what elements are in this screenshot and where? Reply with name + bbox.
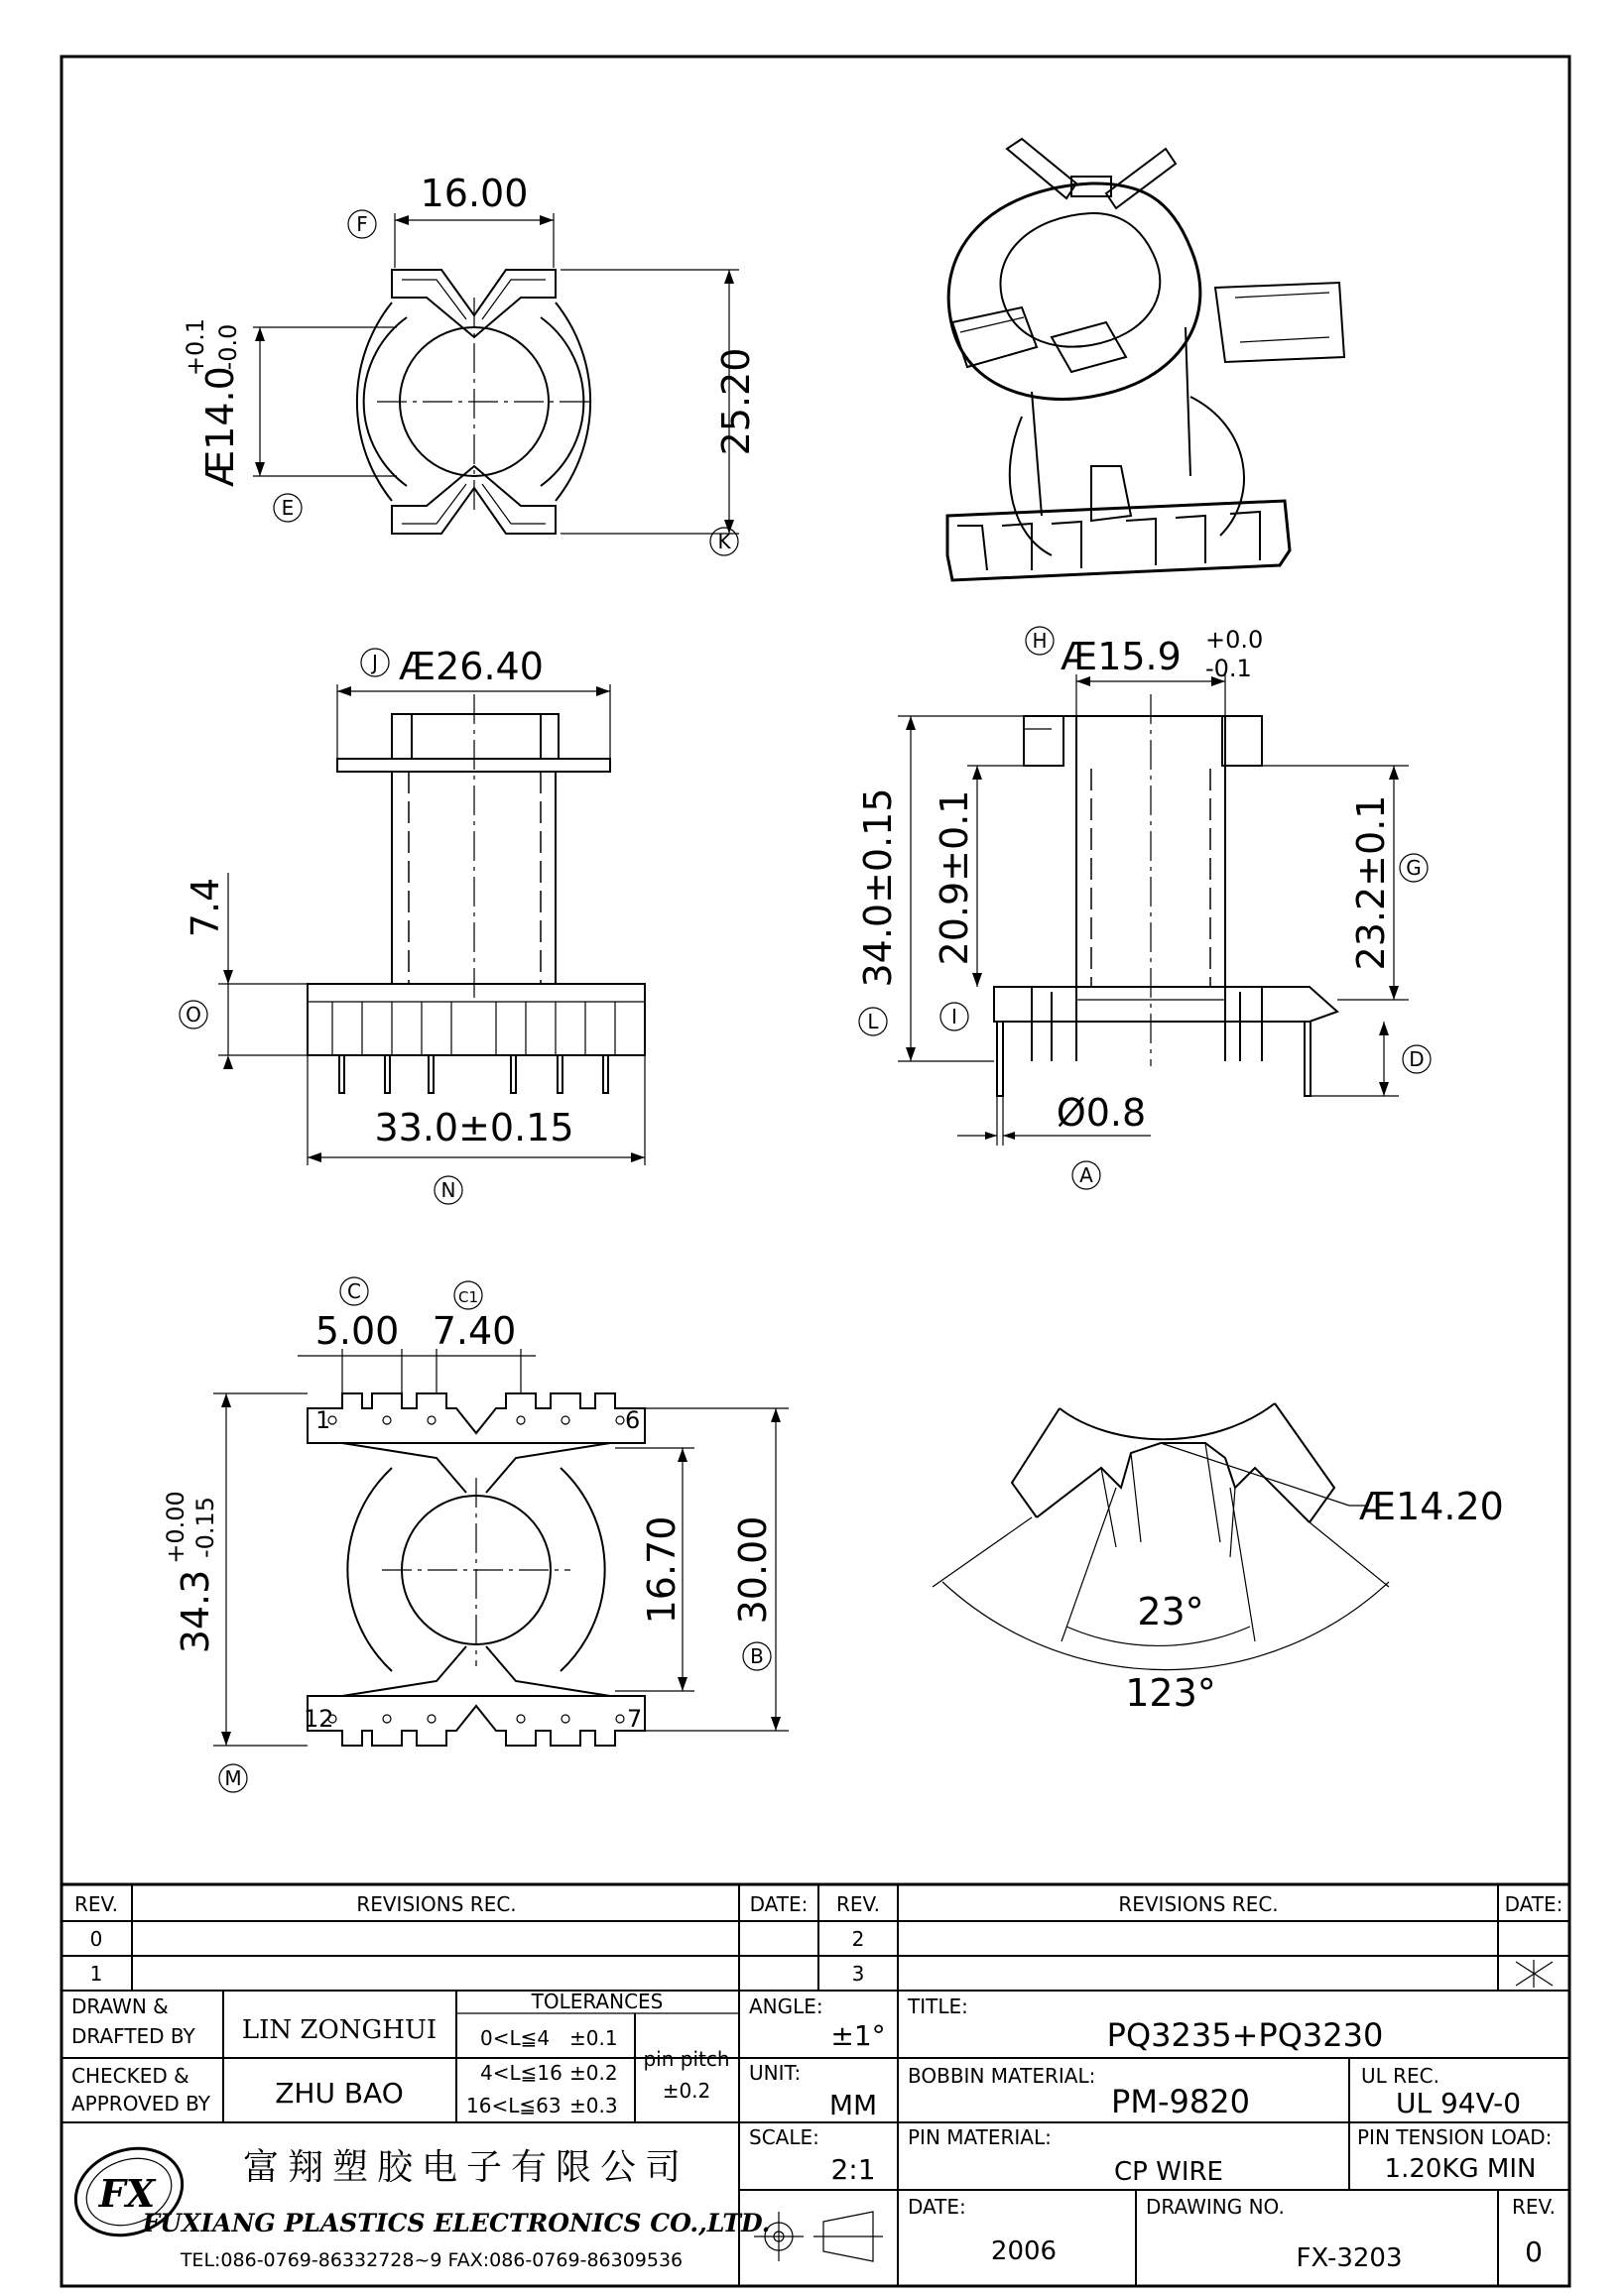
callout-e	[274, 494, 302, 522]
svg-text:D: D	[1409, 1047, 1425, 1071]
date-value: 2006	[990, 2236, 1058, 2266]
dim-bottom-pitch-c: 5.00	[314, 1309, 400, 1353]
pin-number-top-right: 6	[625, 1406, 641, 1434]
pin-tension-value: 1.20KG MIN	[1384, 2154, 1537, 2184]
tolerances-header: TOLERANCES	[531, 1990, 664, 2013]
bottom-view	[162, 1277, 789, 1792]
tol-range-2: 16<L≦63	[466, 2094, 562, 2117]
pin-number-top-left: 1	[315, 1406, 331, 1434]
drawn-by: LIN ZONGHUI	[241, 2015, 437, 2045]
dim-side-core-dia: Æ15.9	[1061, 635, 1182, 678]
top-view	[182, 172, 758, 555]
unit-value: MM	[828, 2089, 878, 2121]
rev-row-1: 1	[89, 1962, 103, 1986]
tol-value-1: ±0.2	[569, 2061, 618, 2085]
title-block	[62, 1884, 1569, 2286]
ul-rec-label: UL REC.	[1361, 2064, 1439, 2088]
svg-text:H: H	[1032, 629, 1048, 653]
pin-pitch-tol: ±0.2	[662, 2079, 711, 2103]
side-view	[856, 626, 1431, 1189]
svg-text:B: B	[750, 1644, 764, 1668]
svg-text:G: G	[1406, 856, 1422, 880]
callout-g	[1400, 854, 1428, 882]
dim-detail-dia: Æ14.20	[1359, 1485, 1504, 1528]
dim-side-core-tol-lower: -0.1	[1205, 655, 1252, 682]
checked-label-1: CHECKED &	[71, 2064, 189, 2088]
rev-row-3: 3	[851, 1962, 865, 1986]
callout-l	[859, 1008, 887, 1035]
angle-label: ANGLE:	[749, 1994, 823, 2018]
front-view	[180, 645, 645, 1204]
svg-text:K: K	[717, 530, 731, 553]
date-header-right: DATE:	[1504, 1892, 1563, 1916]
unit-label: UNIT:	[749, 2061, 802, 2085]
callout-d	[1403, 1045, 1431, 1073]
company-name-cn: 富翔塑胶电子有限公司	[242, 2147, 690, 2188]
tol-range-0: 0<L≦4	[480, 2026, 551, 2050]
projection-symbol	[754, 2212, 883, 2261]
dim-bottom-height: 34.3	[174, 1569, 217, 1654]
bobbin-material-value: PM-9820	[1111, 2083, 1250, 2120]
pin-material-label: PIN MATERIAL:	[908, 2125, 1052, 2149]
sheet-border	[62, 57, 1569, 2286]
scale-label: SCALE:	[749, 2125, 819, 2149]
callout-c1	[454, 1281, 482, 1309]
callout-f	[348, 210, 376, 238]
rev-row-0: 0	[89, 1927, 103, 1951]
svg-text:N: N	[440, 1178, 456, 1202]
detail-view	[933, 1403, 1504, 1715]
callout-n	[435, 1176, 462, 1204]
dim-side-total-height: 34.0±0.15	[856, 787, 900, 988]
svg-text:E: E	[281, 496, 295, 520]
dim-bottom-inner: 16.70	[640, 1515, 684, 1625]
title-label: TITLE:	[908, 1994, 968, 2018]
pin-material-value: CP WIRE	[1114, 2157, 1223, 2187]
company-name-en: FUXIANG PLASTICS ELECTRONICS CO.,LTD.	[142, 2209, 771, 2237]
dim-side-winding-height: 20.9±0.1	[933, 789, 976, 966]
svg-text:I: I	[951, 1005, 957, 1028]
svg-text:J: J	[372, 651, 378, 674]
rev-header-right: REV.	[836, 1892, 880, 1916]
rev-header-left: REV.	[74, 1892, 118, 1916]
dim-top-height: 25.20	[714, 347, 758, 456]
bobbin-material-label: BOBBIN MATERIAL:	[908, 2064, 1096, 2088]
callout-j	[361, 649, 389, 676]
callout-i	[940, 1003, 968, 1030]
pin-pitch-label: pin pitch	[643, 2047, 730, 2071]
svg-text:A: A	[1079, 1163, 1093, 1187]
tol-range-1: 4<L≦16	[480, 2061, 562, 2085]
tol-value-2: ±0.3	[569, 2094, 618, 2117]
pin-tension-label: PIN TENSION LOAD:	[1357, 2125, 1553, 2149]
callout-k	[710, 528, 738, 555]
dim-detail-angle-small: 23°	[1137, 1590, 1204, 1633]
dim-top-core-dia: Æ14.0	[198, 366, 242, 487]
svg-text:C1: C1	[457, 1288, 479, 1306]
date-label: DATE:	[908, 2195, 966, 2219]
checked-by: ZHU BAO	[275, 2077, 404, 2110]
callout-h	[1026, 627, 1054, 655]
svg-text:F: F	[356, 212, 368, 236]
callout-m	[219, 1764, 247, 1792]
dim-bottom-pitch-c1: 7.40	[432, 1309, 517, 1353]
dim-top-core-tol-lower: -0.0	[214, 323, 242, 371]
dim-detail-angle-large: 123°	[1125, 1671, 1216, 1715]
company-contact: TEL:086-0769-86332728~9 FAX:086-0769-86309536	[180, 2249, 684, 2271]
dim-side-right-height: 23.2±0.1	[1349, 794, 1393, 971]
star-mark	[1516, 1960, 1553, 1988]
revisions-header-right: REVISIONS REC.	[1118, 1892, 1279, 1916]
rev-value: 0	[1525, 2236, 1543, 2268]
dim-bottom-outer: 30.00	[731, 1515, 775, 1625]
callout-c	[340, 1277, 368, 1305]
ul-rec-value: UL 94V-0	[1395, 2087, 1522, 2119]
angle-value: ±1°	[830, 2019, 886, 2052]
rev-row-2: 2	[851, 1927, 865, 1951]
drawn-label-2: DRAFTED BY	[71, 2024, 195, 2048]
callout-b	[743, 1642, 771, 1670]
revisions-header-left: REVISIONS REC.	[356, 1892, 517, 1916]
dim-top-core-tol-upper: +0.1	[182, 317, 209, 377]
dim-side-core-tol-upper: +0.0	[1205, 626, 1264, 654]
svg-text:O: O	[186, 1003, 201, 1027]
dim-pin-dia: Ø0.8	[1056, 1091, 1147, 1135]
pin-number-bottom-right: 7	[627, 1705, 643, 1733]
checked-label-2: APPROVED BY	[71, 2092, 211, 2115]
title-value: PQ3235+PQ3230	[1106, 2016, 1384, 2054]
svg-text:M: M	[224, 1766, 242, 1790]
drawing-no-label: DRAWING NO.	[1146, 2195, 1285, 2219]
pin-number-bottom-left: 12	[304, 1705, 334, 1733]
drawn-label-1: DRAWN &	[71, 1994, 169, 2018]
callout-o	[180, 1001, 207, 1028]
dim-front-flange-dia: Æ26.40	[399, 645, 544, 688]
scale-value: 2:1	[830, 2153, 876, 2186]
date-header-left: DATE:	[749, 1892, 809, 1916]
logo-text: FX	[98, 2171, 156, 2216]
dim-front-base-height: 7.4	[184, 877, 227, 938]
isometric-view	[947, 139, 1344, 580]
callout-a	[1072, 1161, 1100, 1189]
dim-bottom-height-tol-lower: -0.15	[191, 1496, 219, 1559]
tol-value-0: ±0.1	[569, 2026, 618, 2050]
dim-bottom-height-tol-upper: +0.00	[162, 1491, 189, 1564]
rev-label: REV.	[1512, 2195, 1556, 2219]
svg-text:C: C	[347, 1279, 361, 1303]
drawing-no-value: FX-3203	[1296, 2243, 1403, 2273]
svg-text:L: L	[867, 1010, 879, 1033]
dim-top-width: 16.00	[420, 172, 529, 215]
dim-front-width: 33.0±0.15	[374, 1106, 574, 1149]
